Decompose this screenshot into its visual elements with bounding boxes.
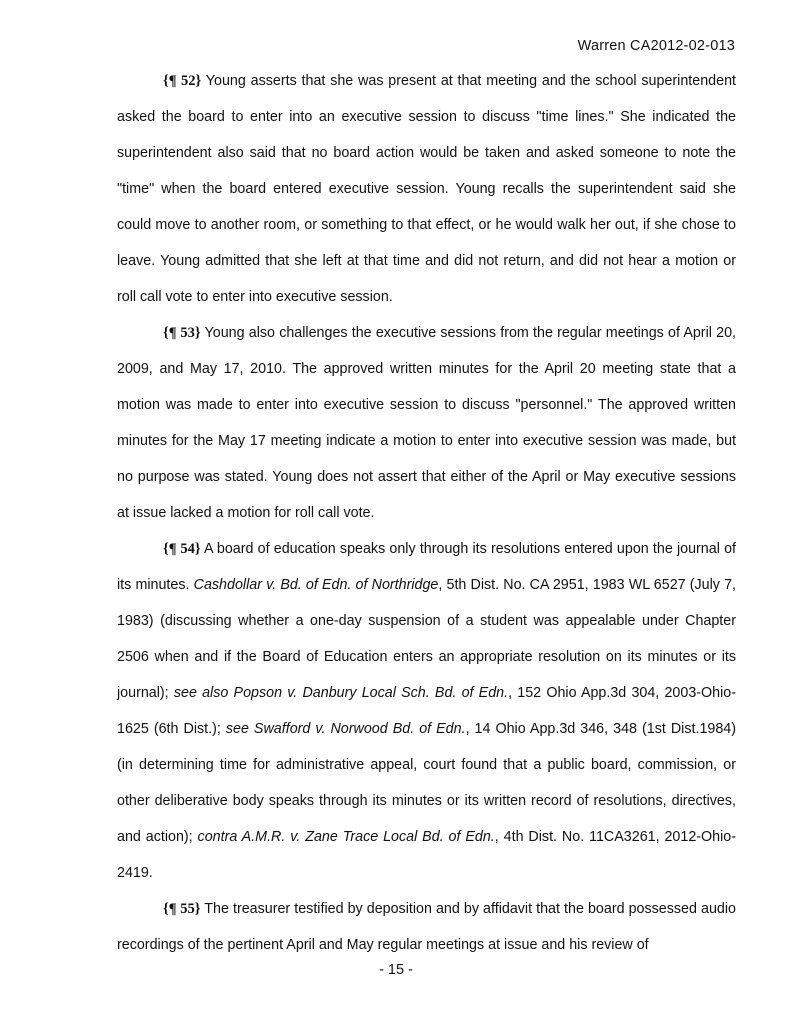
case-number-header: Warren CA2012-02-013 [577, 38, 735, 54]
paragraph-number: {¶ 55} [163, 901, 201, 917]
case-citation: contra A.M.R. v. Zane Trace Local Bd. of Edn. [197, 829, 495, 845]
case-citation: Cashdollar v. Bd. of Edn. of Northridge [193, 577, 439, 593]
paragraph [117, 315, 736, 531]
paragraph-number: {¶ 52} [163, 73, 202, 89]
paragraph [117, 891, 736, 963]
paragraph-text: The treasurer testified by deposition and by affidavit that the board possessed audio recordings of the pertinent April and May regular meetings at issue and his review of [117, 901, 736, 953]
paragraph-text: Young asserts that she was present at that meeting and the school superintendent asked the board to enter into an executive session to discuss "time lines." She indicated the superintendent also said that no board action would be taken and asked someone to note the "time" when the board entered executive session. Young recalls the superintendent said she could move to another room, or something to that effect, or he would walk her out, if she chose to leave. Young admitted that she left at that time and did not return, and did not hear a motion or roll call vote to enter into executive session. [117, 73, 736, 305]
paragraph [117, 63, 736, 315]
paragraph-text: , 4th Dist. No. 11CA3261, 2012-Ohio-2419. [117, 829, 736, 881]
paragraph-text: A board of education speaks only through its resolutions entered upon the journal of its minutes. [117, 541, 736, 593]
paragraph-number: {¶ 54} [163, 541, 201, 557]
page-number: - 15 - [379, 962, 413, 978]
document-body [117, 63, 736, 963]
paragraph [117, 531, 736, 891]
paragraph-text: , 14 Ohio App.3d 346, 348 (1st Dist.1984) (in determining time for administrative appeal, court found that a public board, commission, or other deliberative body speaks through its minutes or its written record of resolutions, directives, and action); [117, 721, 737, 845]
case-citation: see also Popson v. Danbury Local Sch. Bd. of Edn. [173, 685, 509, 701]
case-citation: see Swafford v. Norwood Bd. of Edn. [225, 721, 466, 737]
paragraph-text: , 152 Ohio App.3d 304, 2003-Ohio-1625 (6th Dist.); [117, 685, 737, 737]
paragraph-number: {¶ 53} [163, 325, 201, 341]
paragraph-text: Young also challenges the executive sessions from the regular meetings of April 20, 2009, and May 17, 2010. The approved written minutes for the April 20 meeting state that a motion was made to enter into executive session to discuss "personnel." The approved written minutes for the May 17 meeting indicate a motion to enter into executive session was made, but no purpose was stated. Young does not assert that either of the April or May executive sessions at issue lacked a motion for roll call vote. [117, 325, 736, 521]
paragraph-text: , 5th Dist. No. CA 2951, 1983 WL 6527 (July 7, 1983) (discussing whether a one-day suspension of a student was appealable under Chapter 2506 when and if the Board of Education enters an appropriate resolution on its minutes or its journal); [117, 577, 736, 701]
